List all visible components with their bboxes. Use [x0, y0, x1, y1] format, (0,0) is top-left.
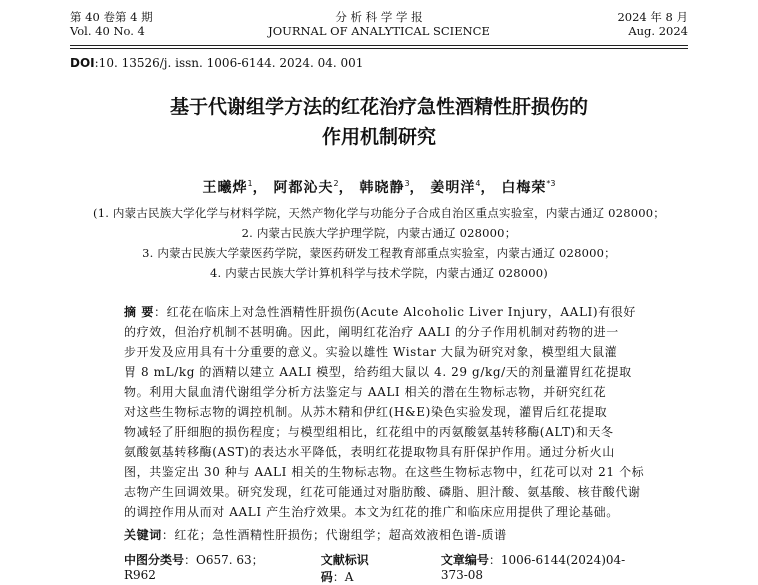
author-list: 王曦烨$^1$， 阿都沁夫$^2$， 韩晓静$^3$， 姜明洋$^4$， 白梅荣$^{*3}$ — [202, 179, 556, 196]
abstract-line: 物减轻了肝细胞的损伤程度；与模型组相比，红花组中的丙氨酸氨基转移酶(ALT)和天冬 — [124, 425, 614, 439]
title-line-1: 基于代谢组学方法的红花治疗急性酒精性肝损伤的 — [169, 96, 588, 118]
abstract-line: 的疗效，但治疗机制不甚明确。因此，阐明红花治疗 AALI 的分子作用机制对药物的进一 — [124, 325, 619, 339]
abstract-line: 图，共鉴定出 30 种与 AALI 相关的生物标志物。在这些生物标志物中，红花可以对 21 个标 — [124, 465, 645, 479]
author-affiliation-mark: 4 — [475, 179, 481, 188]
abstract-line: 胃 8 mL/kg 的酒精以建立 AALI 模型，给药组大鼠以 4. 29 g/kg/天的剂量灌胃红花提取 — [124, 365, 632, 379]
author-affiliation-mark: *3 — [546, 179, 556, 188]
header-rule-top — [70, 45, 688, 46]
affiliation-line: 3. 内蒙古民族大学蒙医药学院，蒙医药研发工程教育部重点实验室，内蒙古通辽 028000； — [142, 246, 616, 260]
affiliation-line: (1. 内蒙古民族大学化学与材料学院，天然产物化学与功能分子合成自治区重点实验室，内蒙古通辽 028000； — [93, 206, 665, 220]
abstract-text: ：红花在临床上对急性酒精性肝损伤(Acute Alcoholic Liver Injury，AALI)有很好 — [153, 305, 636, 319]
document-code-value: ：A — [332, 570, 354, 584]
document-code — [321, 551, 389, 585]
header-rule-bottom — [70, 48, 688, 49]
keywords-line — [124, 526, 507, 543]
author-name: 阿都沁夫 — [273, 180, 334, 196]
keywords-text: ：红花；急性酒精性肝损伤；代谢组学；超高效液相色谱-质谱 — [161, 528, 507, 542]
abstract-line: 的调控作用从而对 AALI 产生治疗效果。本文为红花的推广和临床应用提供了理论基础。 — [124, 505, 619, 519]
journal-name-cn: 分 析 科 学 学 报 — [335, 10, 423, 24]
volume-issue-cn: 第 40 卷第 4 期 — [70, 10, 153, 24]
abstract-line: 志物产生回调效果。研究发现，红花可能通过对脂肪酸、磷脂、胆汁酸、氨基酸、核苷酸代谢 — [124, 485, 641, 499]
paper-title — [0, 92, 758, 152]
title-line-2: 作用机制研究 — [321, 126, 436, 148]
abstract-line — [124, 303, 646, 323]
article-id-value: ：1006-6144(2024)04-373-08 — [440, 553, 626, 582]
abstract-line: 对这些生物标志物的调控机制。从苏木精和伊红(H&E)染色实验发现，灌胃后红花提取 — [124, 405, 608, 419]
author-affiliation-mark: 2 — [333, 179, 339, 188]
doi-value: :10. 13526/j. issn. 1006-6144. 2024. 04. 001 — [94, 56, 364, 70]
abstract-line: 步开发及应用具有十分重要的意义。实验以雄性 Wistar 大鼠为研究对象，模型组大鼠灌 — [124, 345, 618, 359]
journal-date — [617, 10, 688, 38]
clc-label: 中图分类号 — [124, 553, 185, 567]
date-cn: 2024 年 8 月 — [617, 10, 688, 24]
article-id — [441, 551, 632, 585]
doi-line — [70, 56, 363, 70]
keywords-label: 关键词 — [124, 528, 162, 542]
clc-value: ：O657. 63；R962 — [124, 553, 264, 582]
author-name: 王曦烨 — [202, 180, 248, 196]
author-affiliation-mark: 3 — [404, 179, 410, 188]
author-name: 姜明洋 — [430, 180, 476, 196]
author-name: 韩晓静 — [359, 180, 405, 196]
article-id-label: 文章编号 — [440, 553, 489, 567]
abstract-line: 氨酸氨基转移酶(AST)的表达水平降低，表明红花提取物具有肝保护作用。通过分析火山 — [124, 445, 615, 459]
affiliation-line: 4. 内蒙古民族大学计算机科学与技术学院，内蒙古通辽 028000) — [210, 266, 548, 280]
journal-name-en: JOURNAL OF ANALYTICAL SCIENCE — [268, 24, 490, 38]
classification-line — [124, 551, 684, 585]
abstract-line: 物。利用大鼠血清代谢组学分析方法鉴定与 AALI 相关的潜在生物标志物，并研究红花 — [124, 385, 607, 399]
affiliation-line: 2. 内蒙古民族大学护理学院，内蒙古通辽 028000； — [241, 226, 517, 240]
author-name: 白梅荣 — [501, 180, 547, 196]
clc-number — [124, 551, 269, 585]
abstract-label: 摘 要 — [124, 305, 154, 319]
author-affiliation-mark: 1 — [247, 179, 253, 188]
document-code-label: 文献标识码 — [320, 553, 369, 584]
date-en: Aug. 2024 — [628, 24, 688, 38]
volume-issue-en: Vol. 40 No. 4 — [70, 24, 145, 38]
doi-label: DOI — [70, 56, 95, 70]
